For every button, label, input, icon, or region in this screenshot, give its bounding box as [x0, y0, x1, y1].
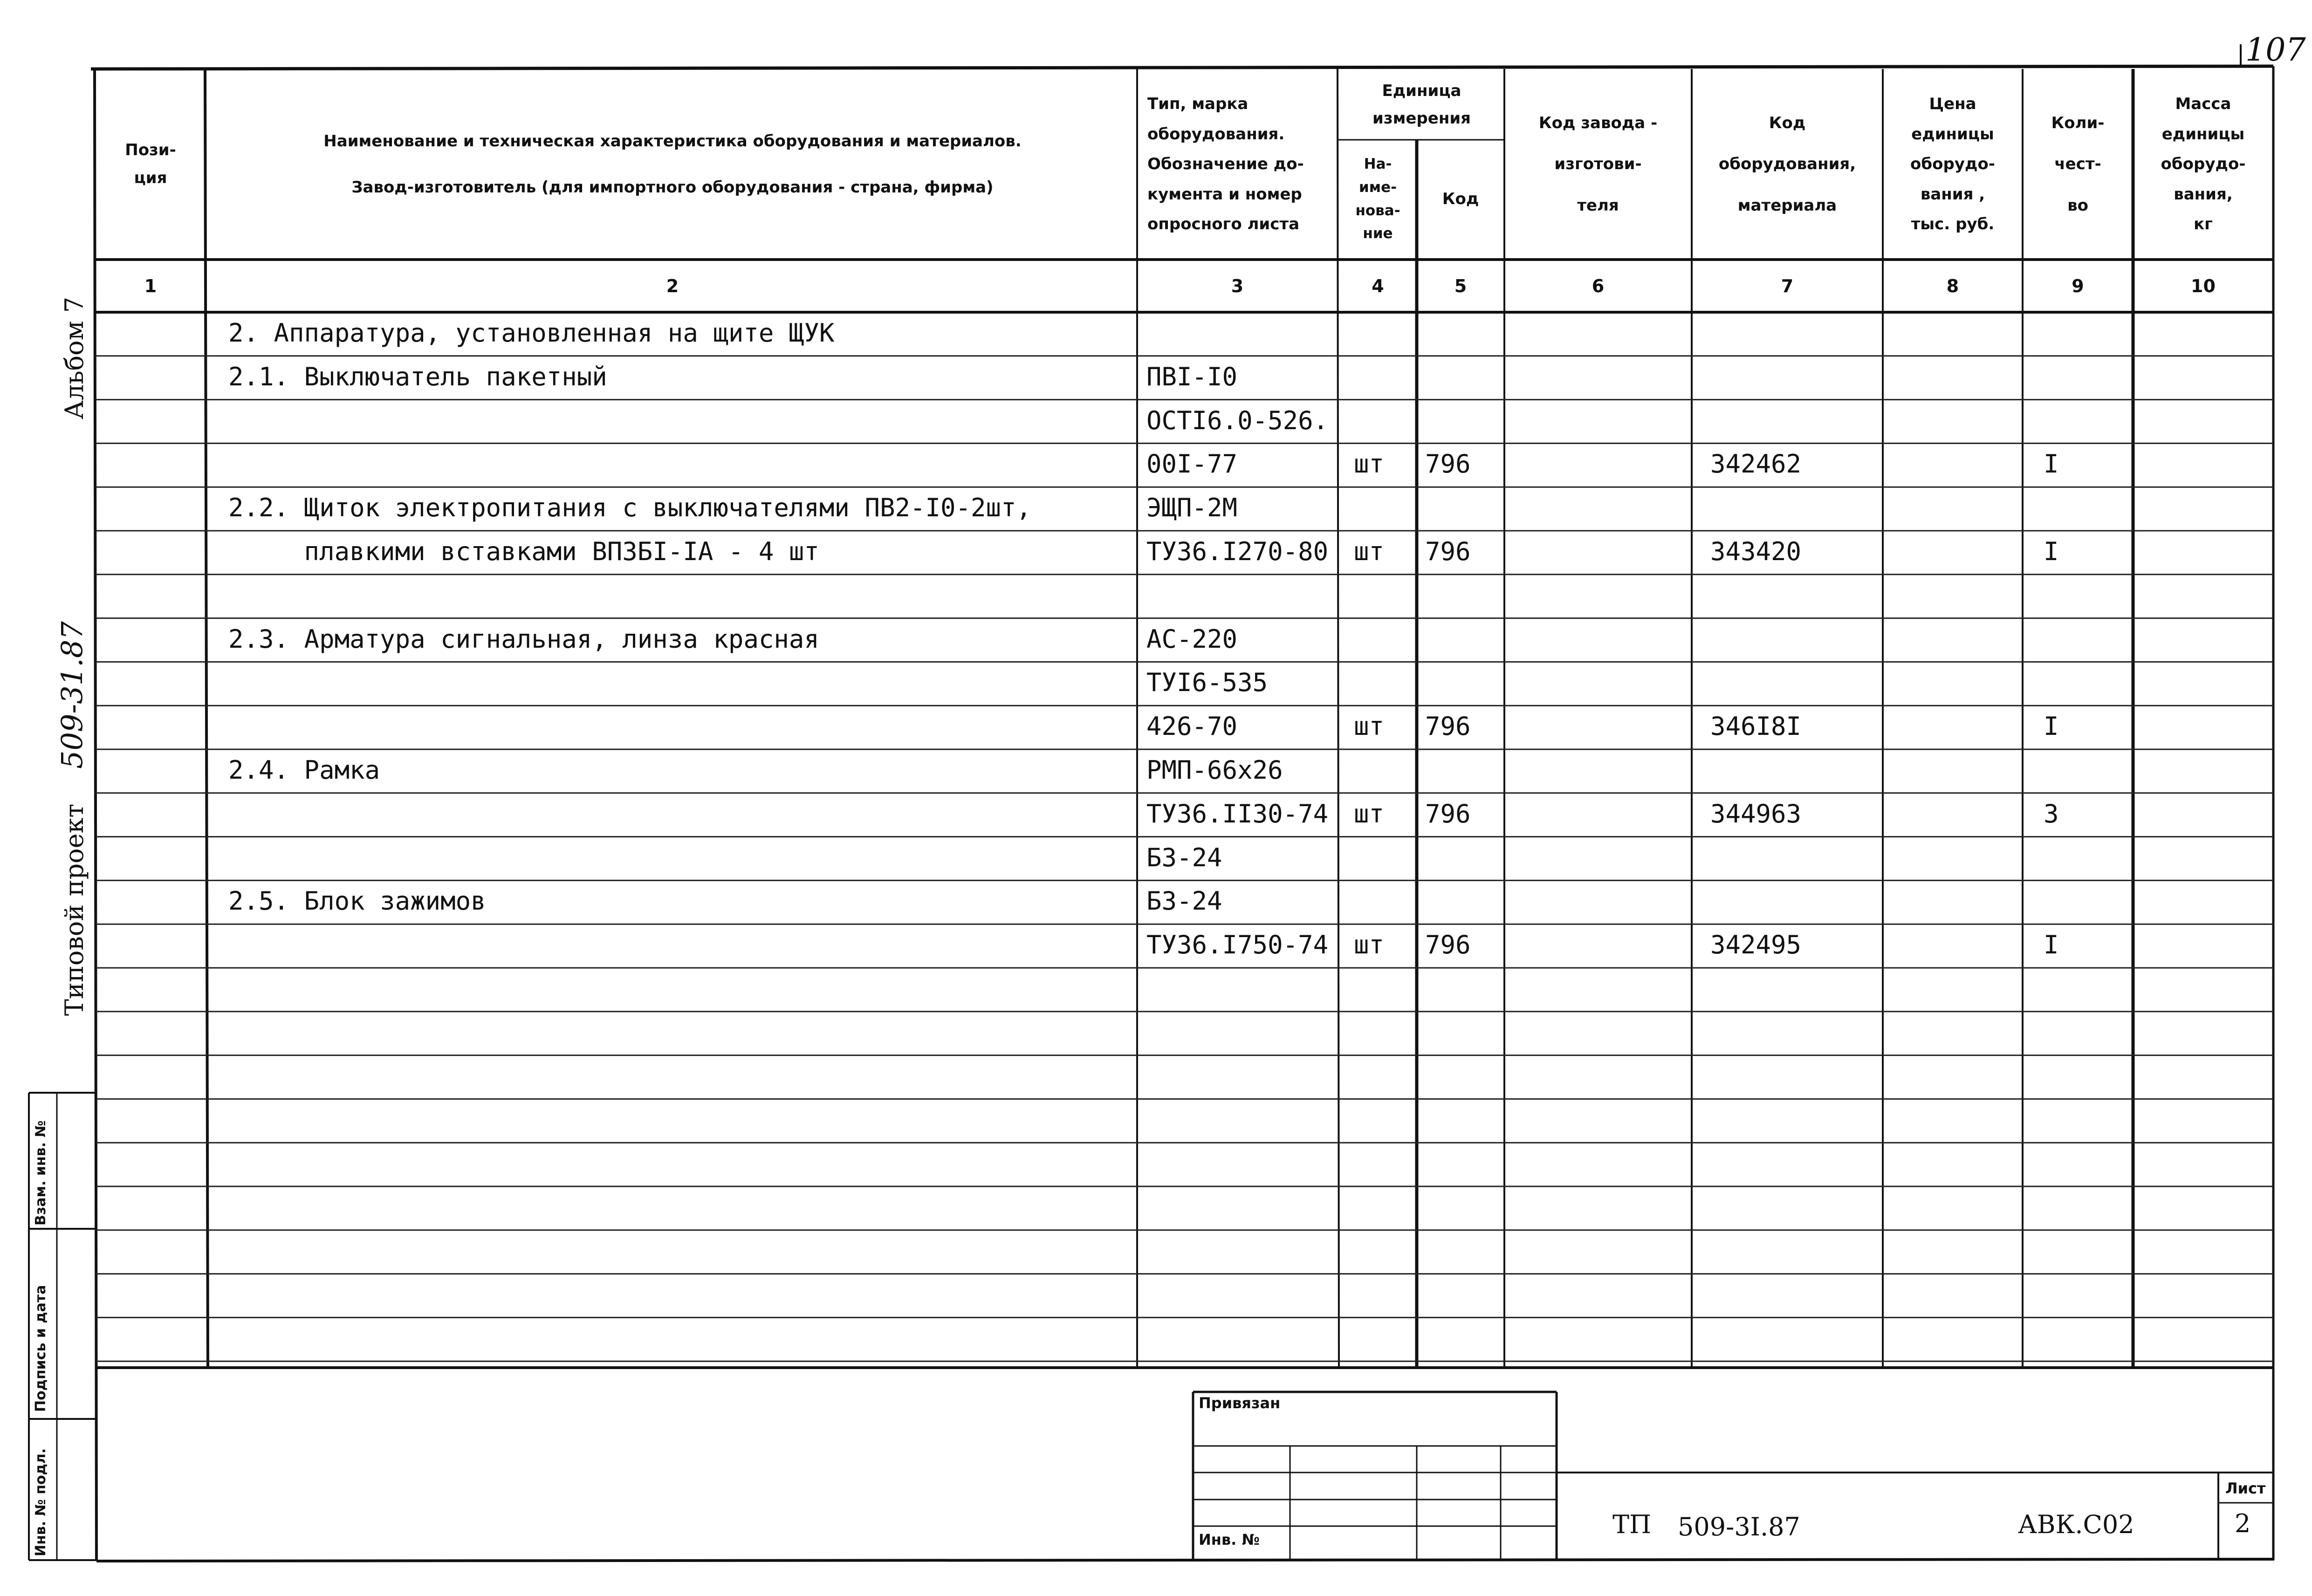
- project-label: Типовой проект: [60, 803, 89, 1016]
- item-unit-code: 796: [1425, 712, 1471, 741]
- page-number: 107: [2245, 32, 2306, 68]
- item-type: ОСТI6.0-526.: [1146, 405, 1329, 435]
- header-mass: Масса единицы оборудо- вания, кг: [2161, 95, 2246, 234]
- inventory-number-label: Инв. №: [1199, 1531, 1260, 1548]
- item-equipment-code: 342495: [1710, 930, 1802, 960]
- item-type: ПВI-I0: [1146, 362, 1238, 391]
- item-type: БЗ-24: [1146, 843, 1222, 872]
- item-type: ЭЩП-2М: [1146, 493, 1238, 523]
- header-plant-code: Код завода - изготови- теля: [1538, 113, 1658, 215]
- item-equipment-code: 346I8I: [1710, 712, 1802, 741]
- bound-label: Привязан: [1199, 1394, 1281, 1412]
- sheet-label: Лист: [2225, 1480, 2266, 1497]
- item-name: 2.4. Рамка: [228, 755, 380, 785]
- header-unit-code: Код: [1442, 189, 1479, 208]
- item-quantity: I: [2044, 712, 2059, 741]
- item-unit: шт: [1354, 712, 1385, 741]
- column-number: 4: [1372, 275, 1384, 296]
- item-name: 2.1. Выключатель пакетный: [228, 362, 607, 391]
- tp-label: ТП: [1612, 1510, 1652, 1539]
- item-type: РМП-66х26: [1146, 755, 1283, 785]
- column-number: 2: [666, 275, 679, 296]
- column-number: 10: [2191, 275, 2216, 296]
- sheet-number: 2: [2235, 1509, 2251, 1538]
- item-type: ТУ36.II30-74: [1146, 799, 1329, 829]
- header-unit-name: На- име- нова- ние: [1355, 156, 1400, 242]
- column-number: 7: [1781, 275, 1794, 296]
- item-unit: шт: [1354, 930, 1385, 960]
- item-quantity: I: [2044, 449, 2059, 479]
- project-number: 509-3I.87: [1678, 1512, 1800, 1541]
- column-number: 1: [144, 275, 157, 296]
- item-quantity: I: [2044, 537, 2059, 566]
- item-unit: шт: [1354, 537, 1385, 566]
- header-name: Наименование и техническая характеристика оборудования и материалов. Завод-изготовитель (для импортного оборудования - страна, фирма): [323, 131, 1022, 197]
- item-name: 2.5. Блок зажимов: [228, 886, 486, 916]
- item-name: 2.3. Арматура сигнальная, линза красная: [228, 624, 819, 654]
- header-unit-group: Единица измерения: [1372, 81, 1471, 128]
- column-number: 3: [1231, 275, 1244, 296]
- item-type: АС-220: [1146, 624, 1238, 654]
- item-quantity: I: [2044, 930, 2059, 960]
- item-unit: шт: [1354, 449, 1385, 479]
- document-code: АВК.С02: [2018, 1510, 2134, 1539]
- item-name: 2. Аппаратура, установленная на щите ЩУК: [228, 318, 835, 348]
- item-unit-code: 796: [1425, 537, 1471, 566]
- header-type: Тип, марка оборудования. Обозначение до- кумента и номер опросного листа: [1147, 95, 1304, 234]
- column-number: 5: [1454, 275, 1467, 296]
- item-type: ТУ36.I750-74: [1146, 930, 1329, 960]
- item-type: ТУ36.I270-80: [1146, 537, 1329, 566]
- column-number: 8: [1946, 275, 1959, 296]
- column-number: 6: [1592, 275, 1605, 296]
- item-equipment-code: 343420: [1710, 537, 1802, 566]
- item-type: 00I-77: [1146, 449, 1238, 479]
- item-unit: шт: [1354, 799, 1385, 829]
- item-name: плавкими вставками ВПЗБI-IА - 4 шт: [228, 537, 819, 566]
- album-number: 509-31.87: [55, 621, 89, 769]
- item-type: 426-70: [1146, 712, 1238, 741]
- item-quantity: 3: [2044, 799, 2059, 829]
- signature-date-label: Подпись и дата: [33, 1285, 49, 1412]
- album-label: Альбом 7: [60, 296, 89, 419]
- item-type: ТУI6-535: [1146, 668, 1268, 698]
- item-unit-code: 796: [1425, 799, 1471, 829]
- item-unit-code: 796: [1425, 930, 1471, 960]
- header-equipment-code: Код оборудования, материала: [1718, 113, 1856, 215]
- replaced-inventory-label: Взам. инв. №: [33, 1120, 49, 1226]
- item-equipment-code: 344963: [1710, 799, 1802, 829]
- header-quantity: Коли- чест- во: [2051, 113, 2105, 215]
- item-unit-code: 796: [1425, 449, 1471, 479]
- item-equipment-code: 342462: [1710, 449, 1802, 479]
- item-type: БЗ-24: [1146, 886, 1222, 916]
- header-price: Цена единицы оборудо- вания , тыс. руб.: [1910, 95, 1995, 234]
- item-name: 2.2. Щиток электропитания с выключателями ПВ2-I0-2шт,: [228, 493, 1032, 523]
- original-inventory-label: Инв. № подл.: [33, 1448, 49, 1556]
- column-number: 9: [2072, 275, 2084, 296]
- header-position: Пози- ция: [125, 141, 176, 187]
